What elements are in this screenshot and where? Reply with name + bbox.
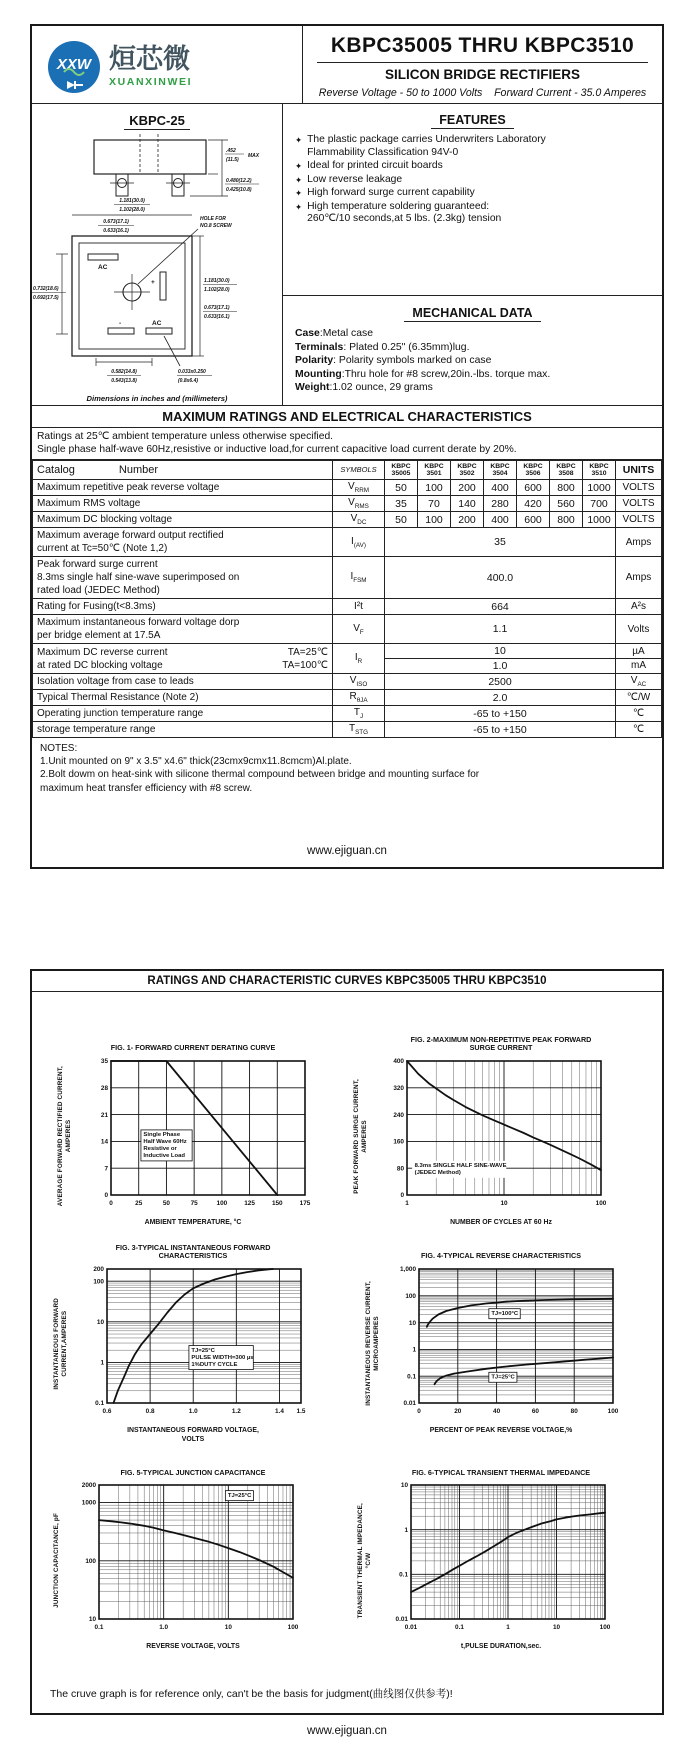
value-cell: 35 — [385, 528, 616, 557]
y-tick-label: 200 — [93, 1266, 104, 1274]
symbol-cell: I²t — [333, 599, 385, 615]
title-divider — [317, 62, 648, 63]
x-tick-label: 10 — [224, 1624, 232, 1632]
symbol-cell: $I_{(AV)}$ — [333, 528, 385, 557]
annotation-text: Half Wave 60Hz — [143, 1138, 187, 1145]
mechanical-value: :Thru hole for #8 screw,20in.-lbs. torque max. — [341, 368, 551, 380]
features-heading — [295, 111, 650, 129]
chart-canvas — [369, 1055, 625, 1217]
top-content — [32, 104, 662, 406]
chart-canvas — [73, 1055, 329, 1217]
y-tick-label: 14 — [100, 1138, 108, 1146]
curve-disclaimer: The cruve graph is for reference only, can't be the basis for judgment(曲线图仅供参考)! — [50, 1687, 453, 1700]
value-cell: 664 — [385, 599, 616, 615]
hole-note-line2: NO.8 SCREW — [200, 223, 232, 229]
x-tick-label: 40 — [492, 1407, 501, 1415]
x-tick-label: 10 — [552, 1624, 561, 1632]
feature-item — [295, 201, 650, 226]
annotation-text: TJ=25°C — [491, 1374, 515, 1381]
dimensions-caption: Dimensions in inches and (millimeters) — [86, 394, 228, 403]
symbol-cell: $V_F$ — [333, 615, 385, 644]
part-column-header: KBPC 35005 — [385, 460, 418, 479]
y-axis-label: AVERAGE FORWARD RECTIFIED CURRENT, AMPERES — [57, 1065, 72, 1206]
figure-title: FIG. 3-TYPICAL INSTANTANEOUS FORWARD CHARACTERISTICS — [115, 1242, 271, 1261]
y-tick-label: 0.1 — [399, 1571, 408, 1579]
note-line: maximum heat transfer efficiency with #8 screw. — [40, 782, 253, 794]
table-row — [33, 644, 662, 674]
table-row — [33, 674, 662, 690]
value-cell: 2.0 — [385, 690, 616, 706]
symbol-cell: $I_R$ — [333, 644, 385, 674]
y-tick-label: 7 — [104, 1165, 108, 1173]
mechanical-heading-text: MECHANICAL DATA — [404, 306, 540, 322]
x-tick-label: 0 — [109, 1199, 113, 1207]
value-cell: 2500 — [385, 674, 616, 690]
x-tick-label: 1.0 — [188, 1407, 198, 1415]
logo-text — [109, 43, 193, 88]
chart-canvas — [373, 1479, 629, 1641]
part-column-header: KBPC 3502 — [451, 460, 484, 479]
mechanical-value: :1.02 ounce, 29 grams — [329, 382, 433, 394]
x-tick-label: 75 — [190, 1199, 198, 1207]
y-axis-label: JUNCTION CAPACITANCE, pF — [53, 1512, 61, 1608]
terminal-ac1-label: AC — [98, 264, 108, 271]
x-tick-label: 1.5 — [296, 1407, 306, 1415]
dim-width-a: 1.181(30.0) — [119, 198, 145, 204]
x-tick-label: 100 — [595, 1200, 607, 1208]
value-cell: 1000 — [583, 480, 616, 496]
y-tick-label: 10 — [408, 1319, 416, 1327]
units-header: UNITS — [616, 460, 662, 479]
x-tick-label: 80 — [570, 1407, 578, 1415]
table-row — [33, 528, 662, 557]
logo-chinese-name: 烜芯微 — [109, 43, 190, 74]
symbols-header: SYMBOLS — [333, 460, 385, 479]
package-name: KBPC-25 — [124, 113, 190, 130]
y-tick-label: 0 — [104, 1191, 108, 1199]
value-cell: 1.1 — [385, 615, 616, 644]
value-cell: 100 — [418, 480, 451, 496]
website-footer-page2: www.ejiguan.cn — [307, 1724, 387, 1737]
table-row — [33, 706, 662, 722]
symbol-cell: $T_{STG}$ — [333, 722, 385, 738]
part-column-header: KBPC 3504 — [484, 460, 517, 479]
dim-height-max: MAX — [248, 153, 260, 159]
annotation-text: TJ=25°C — [191, 1347, 215, 1354]
value-cell: 50 — [385, 512, 418, 528]
device-type-subtitle: SILICON BRIDGE RECTIFIERS — [384, 67, 580, 82]
x-tick-label: 20 — [454, 1407, 462, 1415]
website-footer-page1: www.ejiguan.cn — [307, 844, 387, 857]
x-tick-label: 0.1 — [94, 1624, 104, 1632]
figure-3 — [40, 1244, 346, 1445]
ratings-tagline: Reverse Voltage - 50 to 1000 Volts Forward Current - 35.0 Amperes — [318, 87, 647, 99]
unit-cell: ℃/W — [616, 690, 662, 706]
annotation-text: 8.3ms SINGLE HALF SINE-WAVE — [414, 1163, 507, 1170]
parameter-cell: Typical Thermal Resistance (Note 2) — [33, 690, 333, 706]
y-tick-label: 160 — [393, 1138, 405, 1146]
annotation-text: TJ=100°C — [491, 1310, 518, 1317]
y-tick-label: 35 — [100, 1057, 108, 1065]
features-heading-text: FEATURES — [431, 113, 513, 129]
y-tick-label: 320 — [393, 1085, 405, 1093]
mechanical-label: Terminals — [295, 341, 344, 353]
mechanical-heading — [295, 304, 650, 322]
x-tick-label: 1 — [405, 1200, 409, 1208]
package-outline-drawing — [32, 132, 282, 388]
parameter-cell: Rating for Fusing(t<8.3ms) — [33, 599, 333, 615]
unit-cell: Volts — [616, 615, 662, 644]
parameter-cell: Peak forward surge current 8.3ms single half sine-wave superimposed on rated load (JEDEC Method) — [33, 557, 333, 599]
chart-canvas — [381, 1263, 637, 1425]
part-number-title: KBPC35005 THRU KBPC3510 — [330, 34, 635, 57]
page-1 — [30, 24, 664, 869]
feature-bullet-icon: ✦ — [295, 135, 303, 145]
x-axis-label: PERCENT OF PEAK REVERSE VOLTAGE,% — [429, 1426, 573, 1434]
dim-right-b: 1.102(28.0) — [204, 287, 230, 293]
mechanical-label: Weight — [295, 382, 330, 394]
y-tick-label: 10 — [400, 1482, 408, 1490]
annotation-text: Inductive Load — [143, 1152, 185, 1159]
plot-border — [419, 1269, 613, 1403]
unit-cell: VOLTS — [616, 480, 662, 496]
x-tick-label: 0.01 — [404, 1624, 418, 1632]
dim-bottom-b: 0.543(13.8) — [111, 378, 137, 384]
parameter-cell: storage temperature range — [33, 722, 333, 738]
page-2 — [30, 969, 664, 1715]
symbol-cell: $V_{ISO}$ — [333, 674, 385, 690]
dim-slot-b: (0.8x6.4) — [178, 378, 199, 384]
parameter-cell: Isolation voltage from case to leads — [33, 674, 333, 690]
logo-mark: XXW — [56, 55, 92, 73]
x-axis-label: INSTANTANEOUS FORWARD VOLTAGE, VOLTS — [127, 1426, 259, 1443]
x-tick-label: 0.6 — [102, 1407, 112, 1415]
x-tick-label: 100 — [599, 1624, 611, 1632]
annotation-text: Single Phase — [143, 1131, 180, 1138]
feature-text: Low reverse leakage — [307, 173, 403, 185]
curves-banner: RATINGS AND CHARACTERISTIC CURVES KBPC35005 THRU KBPC3510 — [32, 971, 662, 992]
x-axis-label: NUMBER OF CYCLES AT 60 Hz — [450, 1219, 552, 1227]
parameter-cell: Maximum RMS voltage — [33, 496, 333, 512]
features-mechanical-panel — [283, 104, 662, 405]
y-tick-label: 1 — [100, 1359, 104, 1367]
y-tick-label: 1 — [404, 1527, 408, 1535]
unit-cell: A²s — [616, 599, 662, 615]
unit-cell: ℃ — [616, 706, 662, 722]
y-tick-label: 240 — [393, 1111, 405, 1119]
table-row — [33, 512, 662, 528]
mechanical-row — [295, 354, 650, 368]
feature-bullet-icon: ✦ — [295, 188, 303, 199]
table-row — [33, 599, 662, 615]
y-tick-label: 2000 — [81, 1482, 97, 1490]
figures-grid — [32, 992, 662, 1656]
annotation-text: TJ=25°C — [227, 1493, 252, 1500]
x-tick-label: 1 — [506, 1624, 510, 1632]
unit-cell: ℃ — [616, 722, 662, 738]
annotation-text: 1%DUTY CYCLE — [191, 1361, 238, 1368]
feature-text: High forward surge current capability — [307, 187, 475, 199]
part-column-header: KBPC 3508 — [550, 460, 583, 479]
x-axis-label: REVERSE VOLTAGE, VOLTS — [146, 1643, 240, 1651]
feature-item — [295, 134, 650, 159]
plot-border — [107, 1269, 301, 1403]
dim-bottom-a: 0.582(14.8) — [111, 369, 137, 375]
figure-title: FIG. 4-TYPICAL REVERSE CHARACTERISTICS — [420, 1251, 581, 1261]
unit-cell: VOLTS — [616, 496, 662, 512]
figure-1 — [40, 1036, 346, 1228]
parameter-cell: Maximum repetitive peak reverse voltage — [33, 480, 333, 496]
dim-right-a: 1.181(30.0) — [204, 278, 230, 284]
unit-cell: Amps — [616, 528, 662, 557]
terminal-ac2-label: AC — [152, 320, 162, 327]
feature-item — [295, 160, 650, 173]
ratings-table — [32, 460, 662, 738]
table-row — [33, 557, 662, 599]
symbol-cell: $I_{FSM}$ — [333, 557, 385, 599]
parameter-cell: Maximum instantaneous forward voltage dorp per bridge element at 17.5A — [33, 615, 333, 644]
annotation-text: (JEDEC Method) — [414, 1170, 461, 1177]
hole-note-line1: HOLE FOR — [200, 216, 226, 222]
y-tick-label: 100 — [85, 1558, 97, 1566]
table-header-row — [33, 460, 662, 479]
x-tick-label: 25 — [135, 1199, 143, 1207]
table-row — [33, 690, 662, 706]
y-tick-label: 80 — [396, 1165, 405, 1173]
dim-height-inch: .452 — [226, 148, 236, 154]
title-block — [302, 26, 662, 103]
dim-height-mm: (11.5) — [226, 157, 239, 163]
dim-left-b: 0.692(17.5) — [33, 295, 59, 301]
y-tick-label: 400 — [393, 1058, 405, 1066]
table-row — [33, 615, 662, 644]
y-tick-label: 1 — [412, 1346, 416, 1354]
x-tick-label: 0 — [417, 1407, 421, 1415]
x-tick-label: 100 — [216, 1199, 228, 1207]
y-tick-label: 0 — [400, 1192, 405, 1200]
mechanical-row — [295, 381, 650, 395]
figure-title: FIG. 2-MAXIMUM NON-REPETITIVE PEAK FORWARD SURGE CURRENT — [410, 1034, 592, 1053]
dim-inner-width-b: 0.633(16.1) — [103, 228, 129, 234]
mechanical-label: Case — [295, 328, 320, 340]
figure-2 — [348, 1036, 654, 1228]
x-tick-label: 60 — [531, 1407, 539, 1415]
mechanical-value: :Metal case — [319, 328, 373, 340]
mechanical-row — [295, 327, 650, 341]
chart-canvas — [61, 1479, 317, 1641]
value-cell: -65 to +150 — [385, 722, 616, 738]
x-axis-label: AMBIENT TEMPERATURE, °C — [144, 1218, 242, 1226]
parameter-cell: Maximum DC blocking voltage — [33, 512, 333, 528]
y-tick-label: 0.01 — [403, 1399, 416, 1407]
value-cell: 70 — [418, 496, 451, 512]
y-axis-label: INSTANTANEOUS REVERSE CURRENT, MICROAMPERES — [365, 1281, 380, 1407]
part-column-header: KBPC 3501 — [418, 460, 451, 479]
y-tick-label: 0.01 — [395, 1616, 408, 1624]
ratings-condition-2: Single phase half-wave 60Hz,resistive or inductive load,for current capacitive load current derate by 20%. — [37, 444, 517, 456]
figure-5 — [40, 1460, 346, 1652]
annotation-text: PULSE WIDTH=300 µs — [191, 1354, 254, 1361]
unit-cell: µA mA — [616, 644, 662, 674]
mechanical-list — [295, 327, 650, 395]
value-cell: 140 — [451, 496, 484, 512]
x-tick-label: 50 — [162, 1199, 170, 1207]
figure-title: FIG. 5-TYPICAL JUNCTION CAPACITANCE — [120, 1467, 266, 1477]
figure-4 — [348, 1244, 654, 1445]
value-cell: 35 — [385, 496, 418, 512]
unit-cell: Amps — [616, 557, 662, 599]
terminal-plus-label: + — [151, 279, 155, 286]
value-cell: 800 — [550, 480, 583, 496]
x-tick-label: 100 — [607, 1407, 619, 1415]
y-tick-label: 10 — [96, 1318, 104, 1326]
unit-cell: VOLTS — [616, 512, 662, 528]
value-cell: 100 — [418, 512, 451, 528]
dim-right-inner-a: 0.673(17.1) — [204, 305, 230, 311]
x-tick-label: 10 — [500, 1200, 508, 1208]
value-cell: 280 — [484, 496, 517, 512]
x-axis-label: t,PULSE DURATION,sec. — [460, 1643, 542, 1651]
features-list — [295, 134, 650, 226]
value-cell: 400 — [484, 480, 517, 496]
parameter-cell: Maximum average forward output rectified current at Tc=50℃ (Note 1,2) — [33, 528, 333, 557]
feature-item — [295, 174, 650, 187]
y-tick-label: 100 — [405, 1292, 416, 1300]
symbol-cell: $T_J$ — [333, 706, 385, 722]
value-cell: 800 — [550, 512, 583, 528]
y-tick-label: 10 — [88, 1616, 97, 1624]
value-cell: 10 1.0 — [385, 644, 616, 674]
y-axis-label: INSTANTANEOUS FORWARD CURRENT,AMPERES — [53, 1298, 69, 1390]
value-cell: 1000 — [583, 512, 616, 528]
value-cell: 200 — [451, 480, 484, 496]
part-column-header: KBPC 3510 — [583, 460, 616, 479]
value-cell: 400 — [484, 512, 517, 528]
symbol-cell: $V_{DC}$ — [333, 512, 385, 528]
features-section — [283, 104, 662, 296]
value-cell: 600 — [517, 480, 550, 496]
catalog-number-header: Catalog Number — [33, 460, 333, 479]
symbol-cell: $V_{RRM}$ — [333, 480, 385, 496]
value-cell: 200 — [451, 512, 484, 528]
x-tick-label: 1.4 — [274, 1407, 284, 1415]
value-cell: 420 — [517, 496, 550, 512]
feature-text: High temperature soldering guaranteed: 260℃/10 seconds,at 5 lbs. (2.3kg) tension — [307, 200, 502, 225]
plot-border — [111, 1061, 305, 1195]
dim-lead-b: 0.425(10.8) — [226, 187, 252, 193]
terminal-minus-label: - — [119, 320, 122, 327]
dim-lead-a: 0.480(12.2) — [226, 178, 252, 184]
x-tick-label: 150 — [271, 1199, 283, 1207]
mechanical-row — [295, 368, 650, 382]
table-row — [33, 480, 662, 496]
mechanical-label: Polarity — [295, 355, 334, 367]
dim-inner-width-a: 0.673(17.1) — [103, 219, 129, 225]
y-tick-label: 1,000 — [399, 1265, 416, 1273]
table-row — [33, 496, 662, 512]
ratings-conditions — [32, 428, 662, 460]
note-line: NOTES: — [40, 743, 78, 754]
value-cell: 600 — [517, 512, 550, 528]
y-tick-label: 0.1 — [406, 1373, 416, 1381]
value-cell: 560 — [550, 496, 583, 512]
mechanical-label: Mounting — [295, 368, 342, 380]
y-tick-label: 1000 — [81, 1499, 97, 1507]
y-axis-label: PEAK FORWARD SURGE CURRENT, AMPERES — [353, 1078, 369, 1194]
mechanical-row — [295, 341, 650, 355]
x-tick-label: 100 — [287, 1624, 299, 1632]
part-column-header: KBPC 3506 — [517, 460, 550, 479]
dim-slot-a: 0.033x0.250 — [178, 369, 206, 375]
curve-cj — [99, 1520, 293, 1578]
feature-item — [295, 187, 650, 200]
y-tick-label: 0.1 — [95, 1400, 104, 1408]
unit-cell: $V_{AC}$ — [616, 674, 662, 690]
package-drawing-panel — [32, 104, 283, 405]
feature-text: Ideal for printed circuit boards — [307, 160, 443, 172]
dim-right-inner-b: 0.633(16.1) — [204, 314, 230, 320]
x-tick-label: 0.8 — [145, 1407, 155, 1415]
symbol-cell: $V_{RMS}$ — [333, 496, 385, 512]
value-cell: 50 — [385, 480, 418, 496]
notes-block — [32, 738, 662, 797]
annotation-text: Resistive or — [143, 1145, 177, 1152]
x-tick-label: 125 — [244, 1199, 255, 1207]
value-cell: 700 — [583, 496, 616, 512]
dim-left-a: 0.732(18.6) — [33, 286, 59, 292]
chart-canvas — [69, 1263, 325, 1425]
logo-icon — [46, 39, 102, 95]
figure-6 — [348, 1460, 654, 1652]
ratings-banner: MAXIMUM RATINGS AND ELECTRICAL CHARACTERISTICS — [32, 406, 662, 428]
company-logo — [32, 26, 302, 103]
feature-bullet-icon: ✦ — [295, 174, 303, 185]
header — [32, 26, 662, 104]
x-tick-label: 1.2 — [231, 1407, 241, 1415]
table-row — [33, 722, 662, 738]
note-line: 1.Unit mounted on 9" x 3.5" x4.6" thick(23cmx9cmx11.8cmcm)Al.plate. — [40, 756, 352, 768]
note-line: 2.Bolt dowm on heat-sink with silicone thermal compound between bridge and mounting surface for — [40, 769, 480, 781]
parameter-cell: Operating junction temperature range — [33, 706, 333, 722]
x-tick-label: 175 — [299, 1199, 311, 1207]
ratings-condition-1: Ratings at 25℃ ambient temperature unless otherwise specified. — [37, 431, 334, 442]
mechanical-value: : Plated 0.25" (6.35mm)lug. — [343, 341, 470, 353]
y-axis-label: TRANSIENT THERMAL IMPEDANCE, °C/W — [357, 1502, 373, 1618]
feature-bullet-icon: ✦ — [295, 201, 303, 212]
x-tick-label: 1.0 — [159, 1624, 169, 1632]
figure-title: FIG. 1- FORWARD CURRENT DERATING CURVE — [110, 1043, 276, 1053]
figure-title: FIG. 6-TYPICAL TRANSIENT THERMAL IMPEDANCE — [411, 1467, 591, 1477]
y-tick-label: 21 — [100, 1111, 108, 1119]
y-tick-label: 28 — [100, 1084, 108, 1092]
y-tick-label: 100 — [93, 1278, 104, 1286]
x-tick-label: 0.1 — [455, 1624, 464, 1632]
parameter-cell: Maximum DC reverse current TA=25℃ at rated DC blocking voltage TA=100℃ — [33, 644, 333, 674]
feature-bullet-icon: ✦ — [295, 161, 303, 172]
value-cell: 400.0 — [385, 557, 616, 599]
feature-text: The plastic package carries Underwriters Laboratory Flammability Classification 94V-0 — [307, 134, 546, 158]
symbol-cell: $R_{\theta JA}$ — [333, 690, 385, 706]
logo-english-name: XUANXINWEI — [109, 75, 193, 88]
value-cell: -65 to +150 — [385, 706, 616, 722]
mechanical-value: : Polarity symbols marked on case — [333, 355, 492, 367]
dim-width-b: 1.102(28.0) — [119, 207, 145, 213]
mechanical-data-section — [283, 296, 662, 405]
